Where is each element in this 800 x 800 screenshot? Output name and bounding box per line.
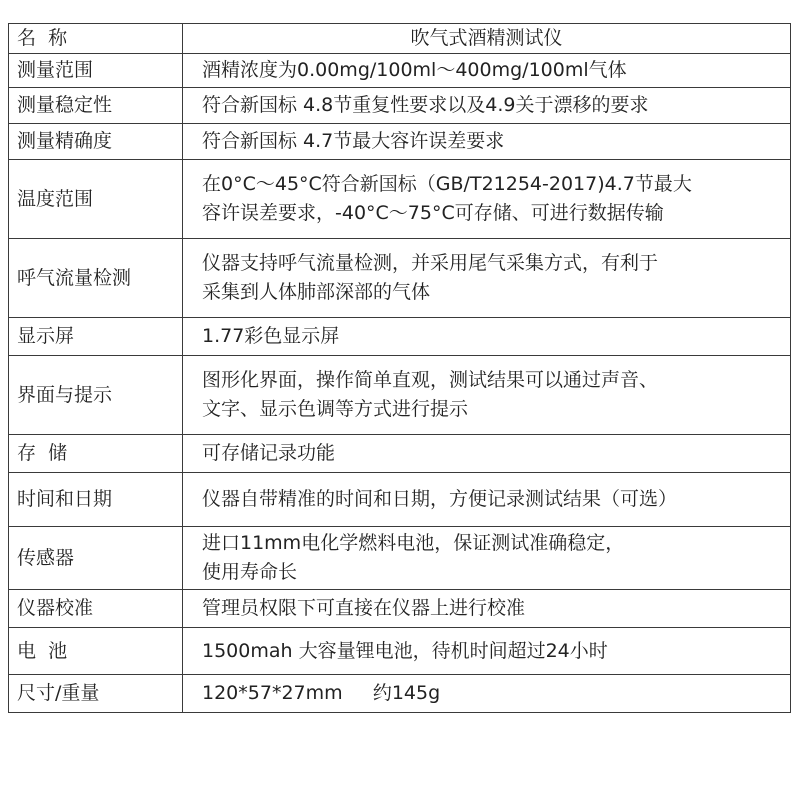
- spec-row: [9, 239, 791, 318]
- spec-label: 名 称: [9, 24, 183, 54]
- spec-value-line: 图形化界面，操作简单直观，测试结果可以通过声音、: [202, 369, 659, 391]
- spec-value: [183, 54, 791, 88]
- spec-value-line: 1500mah 大容量锂电池，待机时间超过24小时: [202, 639, 608, 662]
- spec-value-line: 采集到人体肺部深部的气体: [202, 281, 431, 303]
- spec-row: [9, 473, 791, 527]
- spec-value: [183, 435, 791, 473]
- spec-row: [9, 318, 791, 356]
- spec-value-line: 1.77彩色显示屏: [202, 325, 340, 347]
- spec-value: [183, 88, 791, 124]
- spec-value: [183, 239, 791, 318]
- spec-value: [183, 124, 791, 160]
- spec-row: [9, 54, 791, 88]
- spec-label: 呼气流量检测: [9, 239, 183, 318]
- spec-row: [9, 160, 791, 239]
- spec-label: 温度范围: [9, 160, 183, 239]
- spec-row: [9, 24, 791, 54]
- spec-label: 存 储: [9, 435, 183, 473]
- spec-value-line: 符合新国标 4.8节重复性要求以及4.9关于漂移的要求: [202, 94, 649, 116]
- spec-value-line: 吹气式酒精测试仪: [410, 27, 563, 49]
- spec-label: 传感器: [9, 527, 183, 590]
- spec-label: 测量稳定性: [9, 88, 183, 124]
- spec-value: [183, 160, 791, 239]
- spec-value: [183, 675, 791, 713]
- spec-value: [183, 24, 791, 54]
- spec-value-line: 可存储记录功能: [202, 442, 336, 464]
- spec-label: 界面与提示: [9, 356, 183, 435]
- spec-value: [183, 590, 791, 628]
- spec-row: [9, 628, 791, 675]
- spec-value: [183, 628, 791, 675]
- spec-value: [183, 473, 791, 527]
- spec-label: 尺寸/重量: [9, 675, 183, 713]
- spec-value: [183, 318, 791, 356]
- spec-table: [8, 23, 791, 713]
- spec-row: [9, 527, 791, 590]
- spec-table-body: [9, 24, 791, 713]
- spec-label: 测量范围: [9, 54, 183, 88]
- spec-value-line: 酒精浓度为0.00mg/100ml～400mg/100ml气体: [202, 59, 627, 81]
- spec-row: [9, 124, 791, 160]
- spec-value: [183, 527, 791, 590]
- spec-value: [183, 356, 791, 435]
- spec-row: [9, 88, 791, 124]
- spec-label: 测量精确度: [9, 124, 183, 160]
- spec-label: 仪器校准: [9, 590, 183, 628]
- spec-value-line: 仪器支持呼气流量检测，并采用尾气采集方式，有利于: [202, 252, 659, 274]
- spec-value-line: 120*57*27mm 约145g: [202, 682, 441, 704]
- spec-value-line: 符合新国标 4.7节最大容许误差要求: [202, 130, 505, 152]
- spec-label: 时间和日期: [9, 473, 183, 527]
- spec-row: [9, 435, 791, 473]
- spec-label: 电 池: [9, 628, 183, 675]
- spec-value-line: 进口11mm电化学燃料电池，保证测试准确稳定，: [202, 532, 625, 554]
- spec-row: [9, 675, 791, 713]
- spec-row: [9, 590, 791, 628]
- spec-value-line: 管理员权限下可直接在仪器上进行校准: [202, 597, 526, 619]
- spec-value-line: 在0°C～45°C符合新国标（GB/T21254-2017)4.7节最大: [202, 173, 692, 195]
- spec-row: [9, 356, 791, 435]
- spec-value-line: 使用寿命长: [202, 561, 298, 583]
- spec-value-line: 仪器自带精准的时间和日期，方便记录测试结果（可选）: [202, 488, 678, 510]
- spec-label: 显示屏: [9, 318, 183, 356]
- spec-value-line: 容许误差要求，-40°C～75°C可存储、可进行数据传输: [202, 202, 664, 224]
- spec-value-line: 文字、显示色调等方式进行提示: [202, 398, 469, 420]
